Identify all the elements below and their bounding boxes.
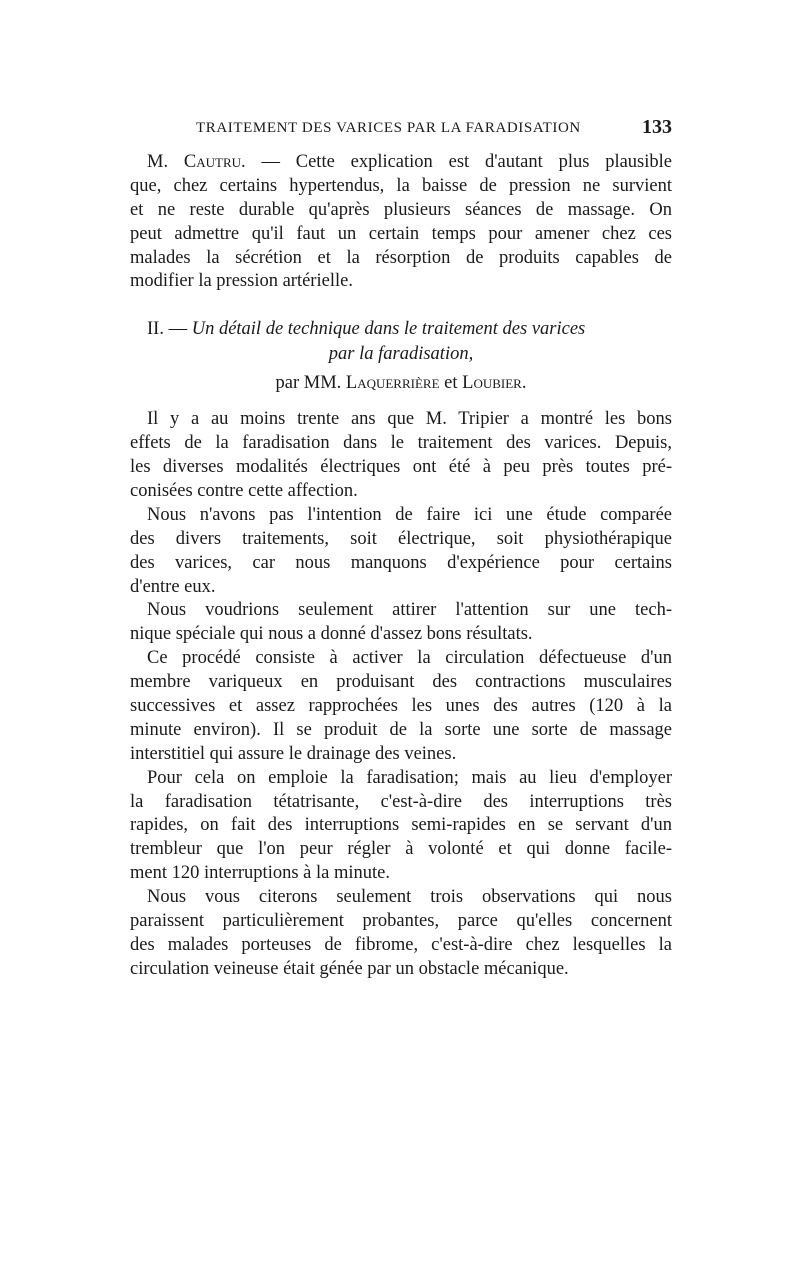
text-line: trembleur que l'on peur régler à volonté et qui donne facile- xyxy=(130,839,672,860)
section-heading xyxy=(130,316,672,400)
text-line: et ne reste durable qu'après plusieurs séances de massage. On xyxy=(130,199,672,220)
paragraph xyxy=(130,408,672,504)
text-line xyxy=(130,151,672,175)
discussion-paragraph xyxy=(130,151,672,294)
section-subtitle: par la faradisation, xyxy=(328,344,474,365)
text-line: membre variqueux en produisant des contractions musculaires xyxy=(130,672,672,693)
text-line: paraissent particulièrement probantes, parce qu'elles concernent xyxy=(130,911,672,932)
text-line: les diverses modalités électriques ont été à peu près toutes pré- xyxy=(130,457,672,478)
paragraph xyxy=(130,504,672,600)
author-name: Loubier xyxy=(462,373,522,394)
text-line: effets de la faradisation dans le traitement des varices. Depuis, xyxy=(130,433,672,454)
text-line: Nous n'avons pas l'intention de faire ici une étude comparée xyxy=(147,504,672,525)
text-line: Nous vous citerons seulement trois observations qui nous xyxy=(147,887,672,908)
authors-join: et xyxy=(444,373,458,394)
authors-prefix: par MM. xyxy=(275,373,342,394)
text-line: ment 120 interruptions à la minute. xyxy=(130,863,390,884)
text-line: d'entre eux. xyxy=(130,576,216,597)
section-number: II. — xyxy=(147,319,188,340)
text-line: Pour cela on emploie la faradisation; mais au lieu d'employer xyxy=(147,767,672,788)
text-line: des malades porteuses de fibrome, c'est-à-dire chez lesquelles la xyxy=(130,934,672,955)
text-line: modifier la pression artérielle. xyxy=(130,271,353,292)
text-line: circulation veineuse était génée par un obstacle mécanique. xyxy=(130,958,569,979)
text-line: des divers traitements, soit électrique, soit physiothérapique xyxy=(130,528,672,549)
section-title-line xyxy=(130,342,672,366)
body-text xyxy=(130,151,672,982)
paragraph xyxy=(130,767,672,886)
text-line: peut admettre qu'il faut un certain temps pour amener chez ces xyxy=(130,223,672,244)
section-title: Un détail de technique dans le traitement des varices xyxy=(191,319,586,340)
running-title: TRAITEMENT DES VARICES PAR LA FARADISATION xyxy=(196,120,581,136)
speaker-prefix: M. xyxy=(147,152,169,172)
spacer xyxy=(130,294,672,316)
text-line: rapides, on fait des interruptions semi-rapides en se servant d'un xyxy=(130,815,672,836)
text-line: Il y a au moins trente ans que M. Tripier a montré les bons xyxy=(147,409,672,430)
text-line: minute environ). Il se produit de la sorte une sorte de massage xyxy=(130,719,672,740)
text-line: que, chez certains hypertendus, la baisse de pression ne survient xyxy=(130,175,672,196)
author-name: Laquerrière xyxy=(345,373,440,394)
text-line: des varices, car nous manquons d'expérience pour certains xyxy=(130,552,672,573)
paragraph xyxy=(130,599,672,647)
section-authors xyxy=(130,366,672,400)
spacer xyxy=(130,400,672,408)
speaker-name: Cautru xyxy=(183,152,242,172)
section-title-line xyxy=(130,316,672,342)
text-line: successives et assez rapprochées les unes des autres (120 à la xyxy=(130,696,672,717)
text-line: interstitiel qui assure le drainage des veines. xyxy=(130,743,457,764)
paragraph xyxy=(130,647,672,766)
paragraph xyxy=(130,886,672,982)
text-line: Nous voudrions seulement attirer l'attention sur une tech- xyxy=(147,600,672,621)
authors-end: . xyxy=(521,373,527,394)
text-line: Ce procédé consiste à activer la circulation défectueuse d'un xyxy=(147,648,672,669)
text-line: malades la sécrétion et la résorption de produits capables de xyxy=(130,247,672,268)
text-line: la faradisation tétatrisante, c'est-à-dire des interruptions très xyxy=(130,791,672,812)
text-line: nique spéciale qui nous a donné d'assez bons résultats. xyxy=(130,624,533,645)
page-number: 133 xyxy=(642,116,672,138)
text-line: conisées contre cette affection. xyxy=(130,481,358,502)
text-line-fragment: . — Cette explication est d'autant plus plausible xyxy=(241,152,673,172)
running-header xyxy=(130,118,672,146)
